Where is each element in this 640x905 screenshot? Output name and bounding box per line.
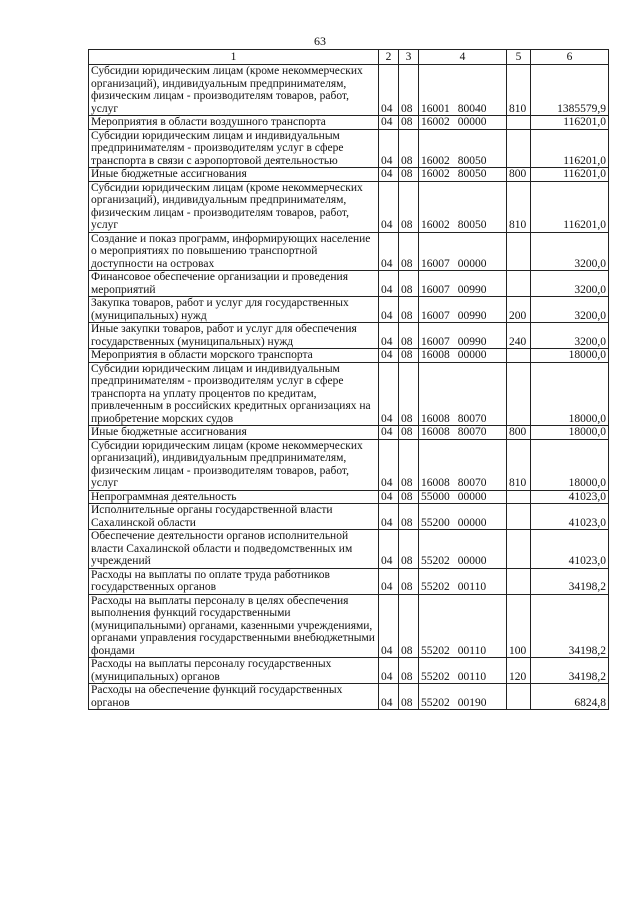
row-amount: 116201,0 xyxy=(531,168,609,182)
row-amount: 18000,0 xyxy=(531,439,609,490)
table-row xyxy=(89,271,609,297)
target-code-part2: 80050 xyxy=(457,219,487,231)
row-subsection-code: 08 xyxy=(399,271,419,297)
table-row xyxy=(89,568,609,594)
target-code-part1: 16001 xyxy=(421,102,450,115)
budget-table xyxy=(88,49,609,710)
row-section-code: 04 xyxy=(379,504,399,530)
row-target-code xyxy=(419,684,507,710)
page-number: 63 xyxy=(314,34,326,48)
row-name: Создание и показ программ, информирующих население о мероприятиях по повышению транспортной доступности на островах xyxy=(89,232,379,271)
row-expense-type-code xyxy=(507,504,531,530)
row-target-code xyxy=(419,129,507,168)
row-name: Субсидии юридическим лицам (кроме некоммерческих организаций), индивидуальным предпринимателям, физическим лицам - производителям товаров, работ, услуг xyxy=(89,65,379,116)
target-code-part1: 55202 xyxy=(421,696,450,709)
target-code-part1: 16002 xyxy=(421,116,450,128)
row-expense-type-code: 810 xyxy=(507,65,531,116)
row-expense-type-code xyxy=(507,362,531,426)
row-target-code xyxy=(419,271,507,297)
row-section-code: 04 xyxy=(379,129,399,168)
row-amount: 18000,0 xyxy=(531,362,609,426)
row-expense-type-code: 810 xyxy=(507,181,531,232)
row-name: Расходы на выплаты персоналу в целях обеспечения выполнения функций государственными (муниципальными) органами, казенными учреждениями, органами управления государственными внебюджетными фондами xyxy=(89,594,379,658)
row-target-code xyxy=(419,181,507,232)
row-expense-type-code: 120 xyxy=(507,658,531,684)
target-code-part1: 16002 xyxy=(421,168,450,180)
row-expense-type-code xyxy=(507,530,531,569)
table-row xyxy=(89,426,609,440)
row-section-code: 04 xyxy=(379,116,399,130)
target-code-part2: 00000 xyxy=(457,116,487,128)
header-col-3: 3 xyxy=(399,50,419,65)
row-expense-type-code: 100 xyxy=(507,594,531,658)
row-expense-type-code xyxy=(507,349,531,363)
table-body xyxy=(89,65,609,710)
row-section-code: 04 xyxy=(379,349,399,363)
row-target-code xyxy=(419,490,507,504)
row-section-code: 04 xyxy=(379,684,399,710)
table-row xyxy=(89,129,609,168)
table-row xyxy=(89,181,609,232)
row-amount: 116201,0 xyxy=(531,181,609,232)
row-subsection-code: 08 xyxy=(399,568,419,594)
row-amount: 6824,8 xyxy=(531,684,609,710)
row-section-code: 04 xyxy=(379,490,399,504)
row-section-code: 04 xyxy=(379,362,399,426)
header-col-4: 4 xyxy=(419,50,507,65)
target-code-part2: 80050 xyxy=(457,154,487,167)
row-subsection-code: 08 xyxy=(399,116,419,130)
row-subsection-code: 08 xyxy=(399,439,419,490)
table-row xyxy=(89,116,609,130)
row-name: Мероприятия в области морского транспорта xyxy=(89,349,379,363)
row-expense-type-code xyxy=(507,490,531,504)
row-subsection-code: 08 xyxy=(399,530,419,569)
row-target-code xyxy=(419,504,507,530)
row-section-code: 04 xyxy=(379,530,399,569)
row-expense-type-code: 800 xyxy=(507,426,531,440)
target-code-part2: 00990 xyxy=(457,283,487,296)
row-subsection-code: 08 xyxy=(399,65,419,116)
table-row xyxy=(89,504,609,530)
table-row xyxy=(89,297,609,323)
row-name: Закупка товаров, работ и услуг для государственных (муниципальных) нужд xyxy=(89,297,379,323)
row-target-code xyxy=(419,323,507,349)
target-code-part1: 16008 xyxy=(421,349,450,361)
row-target-code xyxy=(419,349,507,363)
row-target-code xyxy=(419,568,507,594)
target-code-part1: 16007 xyxy=(421,309,450,322)
row-amount: 34198,2 xyxy=(531,568,609,594)
table-row xyxy=(89,439,609,490)
row-name: Субсидии юридическим лицам (кроме некоммерческих организаций), индивидуальным предпринимателям, физическим лицам - производителям товаров, работ, услуг xyxy=(89,439,379,490)
table-row xyxy=(89,490,609,504)
table-row xyxy=(89,232,609,271)
table-row xyxy=(89,684,609,710)
row-name: Иные закупки товаров, работ и услуг для обеспечения государственных (муниципальных) нужд xyxy=(89,323,379,349)
target-code-part1: 55202 xyxy=(421,644,450,657)
target-code-part1: 55202 xyxy=(421,670,450,683)
table-row xyxy=(89,323,609,349)
table-row xyxy=(89,362,609,426)
row-subsection-code: 08 xyxy=(399,684,419,710)
row-target-code xyxy=(419,65,507,116)
row-name: Расходы на обеспечение функций государственных органов xyxy=(89,684,379,710)
target-code-part1: 16007 xyxy=(421,283,450,296)
row-amount: 3200,0 xyxy=(531,297,609,323)
row-name: Расходы на выплаты персоналу государственных (муниципальных) органов xyxy=(89,658,379,684)
target-code-part2: 80070 xyxy=(457,412,487,425)
target-code-part1: 16007 xyxy=(421,257,450,270)
row-name: Субсидии юридическим лицам и индивидуальным предпринимателям - производителям услуг в сфере транспорта на уплату процентов по кредитам, привлеченным в российских кредитных организациях на приобретение морских судов xyxy=(89,362,379,426)
header-row xyxy=(89,50,609,65)
target-code-part1: 16007 xyxy=(421,335,450,348)
row-subsection-code: 08 xyxy=(399,504,419,530)
row-expense-type-code xyxy=(507,129,531,168)
row-subsection-code: 08 xyxy=(399,426,419,440)
target-code-part1: 55200 xyxy=(421,516,450,529)
row-section-code: 04 xyxy=(379,168,399,182)
table-header xyxy=(89,50,609,65)
row-name: Расходы на выплаты по оплате труда работников государственных органов xyxy=(89,568,379,594)
row-section-code: 04 xyxy=(379,594,399,658)
row-subsection-code: 08 xyxy=(399,232,419,271)
target-code-part2: 80050 xyxy=(457,168,487,180)
row-name: Иные бюджетные ассигнования xyxy=(89,168,379,182)
header-col-1: 1 xyxy=(89,50,379,65)
target-code-part2: 80070 xyxy=(457,477,487,489)
header-col-5: 5 xyxy=(507,50,531,65)
row-section-code: 04 xyxy=(379,297,399,323)
row-amount: 34198,2 xyxy=(531,594,609,658)
target-code-part2: 00990 xyxy=(457,309,487,322)
table-row xyxy=(89,530,609,569)
row-subsection-code: 08 xyxy=(399,129,419,168)
target-code-part1: 16008 xyxy=(421,477,450,489)
target-code-part2: 00110 xyxy=(457,581,487,593)
row-expense-type-code xyxy=(507,232,531,271)
target-code-part1: 16008 xyxy=(421,426,450,438)
target-code-part1: 16002 xyxy=(421,154,450,167)
row-expense-type-code xyxy=(507,684,531,710)
row-subsection-code: 08 xyxy=(399,297,419,323)
row-amount: 41023,0 xyxy=(531,530,609,569)
row-amount: 116201,0 xyxy=(531,129,609,168)
table-row xyxy=(89,168,609,182)
table-row xyxy=(89,349,609,363)
target-code-part1: 16008 xyxy=(421,412,450,425)
row-target-code xyxy=(419,658,507,684)
row-subsection-code: 08 xyxy=(399,323,419,349)
row-name: Обеспечение деятельности органов исполнительной власти Сахалинской области и подведомственных им учреждений xyxy=(89,530,379,569)
row-expense-type-code xyxy=(507,271,531,297)
row-target-code xyxy=(419,116,507,130)
row-amount: 18000,0 xyxy=(531,349,609,363)
row-expense-type-code: 800 xyxy=(507,168,531,182)
row-amount: 3200,0 xyxy=(531,323,609,349)
row-amount: 116201,0 xyxy=(531,116,609,130)
table-row xyxy=(89,65,609,116)
row-expense-type-code: 810 xyxy=(507,439,531,490)
row-subsection-code: 08 xyxy=(399,168,419,182)
row-name: Непрограммная деятельность xyxy=(89,490,379,504)
row-amount: 34198,2 xyxy=(531,658,609,684)
row-expense-type-code xyxy=(507,116,531,130)
row-amount: 3200,0 xyxy=(531,271,609,297)
table-row xyxy=(89,594,609,658)
row-expense-type-code: 200 xyxy=(507,297,531,323)
row-name: Субсидии юридическим лицам (кроме некоммерческих организаций), индивидуальным предпринимателям, физическим лицам - производителям товаров, работ, услуг xyxy=(89,181,379,232)
row-section-code: 04 xyxy=(379,181,399,232)
row-target-code xyxy=(419,297,507,323)
row-expense-type-code: 240 xyxy=(507,323,531,349)
header-col-6: 6 xyxy=(531,50,609,65)
target-code-part2: 00000 xyxy=(457,516,487,529)
row-name: Мероприятия в области воздушного транспорта xyxy=(89,116,379,130)
row-subsection-code: 08 xyxy=(399,658,419,684)
target-code-part2: 00990 xyxy=(457,335,487,348)
target-code-part2: 00000 xyxy=(457,490,487,503)
row-amount: 1385579,9 xyxy=(531,65,609,116)
target-code-part1: 55000 xyxy=(421,490,450,503)
target-code-part1: 16002 xyxy=(421,219,450,231)
row-name: Исполнительные органы государственной власти Сахалинской области xyxy=(89,504,379,530)
target-code-part2: 00110 xyxy=(457,670,487,683)
row-subsection-code: 08 xyxy=(399,490,419,504)
row-section-code: 04 xyxy=(379,271,399,297)
target-code-part2: 00110 xyxy=(457,644,487,657)
target-code-part1: 55202 xyxy=(421,581,450,593)
row-subsection-code: 08 xyxy=(399,349,419,363)
row-target-code xyxy=(419,168,507,182)
target-code-part2: 00000 xyxy=(457,257,487,270)
target-code-part2: 00000 xyxy=(457,555,487,567)
row-target-code xyxy=(419,594,507,658)
row-amount: 41023,0 xyxy=(531,490,609,504)
row-section-code: 04 xyxy=(379,426,399,440)
target-code-part2: 80070 xyxy=(457,426,487,438)
row-expense-type-code xyxy=(507,568,531,594)
row-target-code xyxy=(419,530,507,569)
target-code-part1: 55202 xyxy=(421,555,450,567)
row-target-code xyxy=(419,426,507,440)
row-target-code xyxy=(419,232,507,271)
row-section-code: 04 xyxy=(379,658,399,684)
row-amount: 41023,0 xyxy=(531,504,609,530)
row-section-code: 04 xyxy=(379,232,399,271)
header-col-2: 2 xyxy=(379,50,399,65)
row-subsection-code: 08 xyxy=(399,594,419,658)
target-code-part2: 00190 xyxy=(457,696,487,709)
row-name: Иные бюджетные ассигнования xyxy=(89,426,379,440)
row-section-code: 04 xyxy=(379,65,399,116)
row-name: Субсидии юридическим лицам и индивидуальным предпринимателям - производителям услуг в сфере транспорта в связи с аэропортовой деятельностью xyxy=(89,129,379,168)
row-amount: 18000,0 xyxy=(531,426,609,440)
row-name: Финансовое обеспечение организации и проведения мероприятий xyxy=(89,271,379,297)
row-amount: 3200,0 xyxy=(531,232,609,271)
row-target-code xyxy=(419,362,507,426)
row-subsection-code: 08 xyxy=(399,181,419,232)
table-row xyxy=(89,658,609,684)
row-section-code: 04 xyxy=(379,568,399,594)
target-code-part2: 80040 xyxy=(457,102,487,115)
row-section-code: 04 xyxy=(379,323,399,349)
target-code-part2: 00000 xyxy=(457,349,487,361)
row-subsection-code: 08 xyxy=(399,362,419,426)
row-target-code xyxy=(419,439,507,490)
row-section-code: 04 xyxy=(379,439,399,490)
